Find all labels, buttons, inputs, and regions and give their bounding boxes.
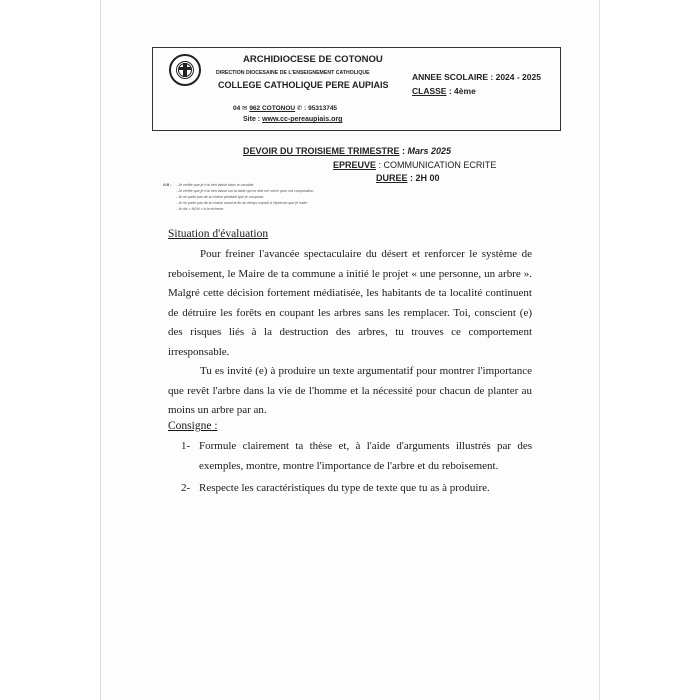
exam-date: Mars 2025 xyxy=(407,146,452,156)
nb-item: - Je vérifie que je n'ai rien laissé dans le cartable. xyxy=(176,183,255,187)
archdiocese-name: ARCHIDIOCESE DE COTONOU xyxy=(243,54,383,65)
situation-paragraph-2-text: Tu es invité (e) à produire un texte argumentatif pour montrer l'importance que revêt l'arbre dans la vie de l'homme et la nécessité pour chacun de planter au moins un arbre par an. xyxy=(168,365,532,416)
nb-item: - Je vérifie que je n'ai rien laissé sur la table qui ne doit me servir pour ma composition. xyxy=(176,189,315,193)
phone-line xyxy=(233,104,337,112)
school-seal-icon xyxy=(169,54,201,86)
duree-value: : 2H 00 xyxy=(407,173,440,183)
consigne-list xyxy=(181,437,532,502)
class-label: CLASSE xyxy=(412,86,447,96)
consigne-item xyxy=(181,437,532,476)
phone-prefix: 04 xyxy=(233,105,241,112)
duree-line xyxy=(376,173,440,183)
school-header xyxy=(152,47,561,131)
phone-city: 962 COTONOU xyxy=(249,105,296,112)
consigne-text: Formule clairement ta thèse et, à l'aide d'arguments illustrés par des exemples, montre, montre l'importance de l'arbre et du reboisement. xyxy=(199,440,532,472)
exam-title-line xyxy=(243,146,451,156)
site-line xyxy=(243,116,342,123)
exam-title-sep: : xyxy=(399,146,408,156)
situation-paragraph-1 xyxy=(168,245,532,362)
situation-paragraph-2 xyxy=(168,362,532,421)
duree-label: DUREE xyxy=(376,173,408,183)
consigne-number: 1- xyxy=(181,440,191,452)
site-url: www.cc-pereaupiais.org xyxy=(262,116,343,123)
situation-title: Situation d'évaluation xyxy=(168,228,269,240)
nb-item: - Je ne parle pas de la chaise pendant que je compose. xyxy=(176,195,265,199)
consigne-number: 2- xyxy=(181,482,191,494)
class-line xyxy=(412,86,476,96)
nb-label: N.B : xyxy=(163,183,172,187)
situation-paragraph-1-text: Pour freiner l'avancée spectaculaire du désert et renforcer le système de reboisement, le Maire de ta commune a initié le projet « une personne, un arbre ». Malgré cette décision fortement médiatisée, les habitants de ta localité continuent de détruire les forêts en coupant les arbres sans les remplacer. Toi, conscient (e) des risques liés à la destruction des arbres, tu trouves ce comportement irresponsable. xyxy=(168,248,532,358)
direction-name: DIRECTION DIOCESAINE DE L'ENSEIGNEMENT CATHOLIQUE xyxy=(216,70,370,76)
nb-item: - Je ne parle pas de la chaise avant la fin du temps imparti à l'épreuve que je traite. xyxy=(176,201,309,205)
phone-icon: ✆ xyxy=(296,105,303,112)
mail-icon: ✉ xyxy=(242,105,248,112)
consigne-item xyxy=(181,479,532,499)
school-year: ANNEE SCOLAIRE : 2024 - 2025 xyxy=(412,72,541,82)
epreuve-value: : COMMUNICATION ECRITE xyxy=(376,160,497,170)
epreuve-label: EPREUVE xyxy=(333,160,377,170)
college-name: COLLEGE CATHOLIQUE PERE AUPIAIS xyxy=(218,80,389,90)
phone-number: : 95313745 xyxy=(304,105,338,112)
site-label: Site : xyxy=(243,116,261,123)
consigne-text: Respecte les caractéristiques du type de texte que tu as à produire. xyxy=(199,482,490,494)
exam-title: DEVOIR DU TROISIEME TRIMESTRE xyxy=(243,146,400,156)
nb-item: - Je dis « NON » à la tricherie. xyxy=(176,207,225,211)
consigne-title: Consigne : xyxy=(168,420,218,432)
epreuve-line xyxy=(333,160,496,170)
class-value: : 4ème xyxy=(448,86,476,96)
